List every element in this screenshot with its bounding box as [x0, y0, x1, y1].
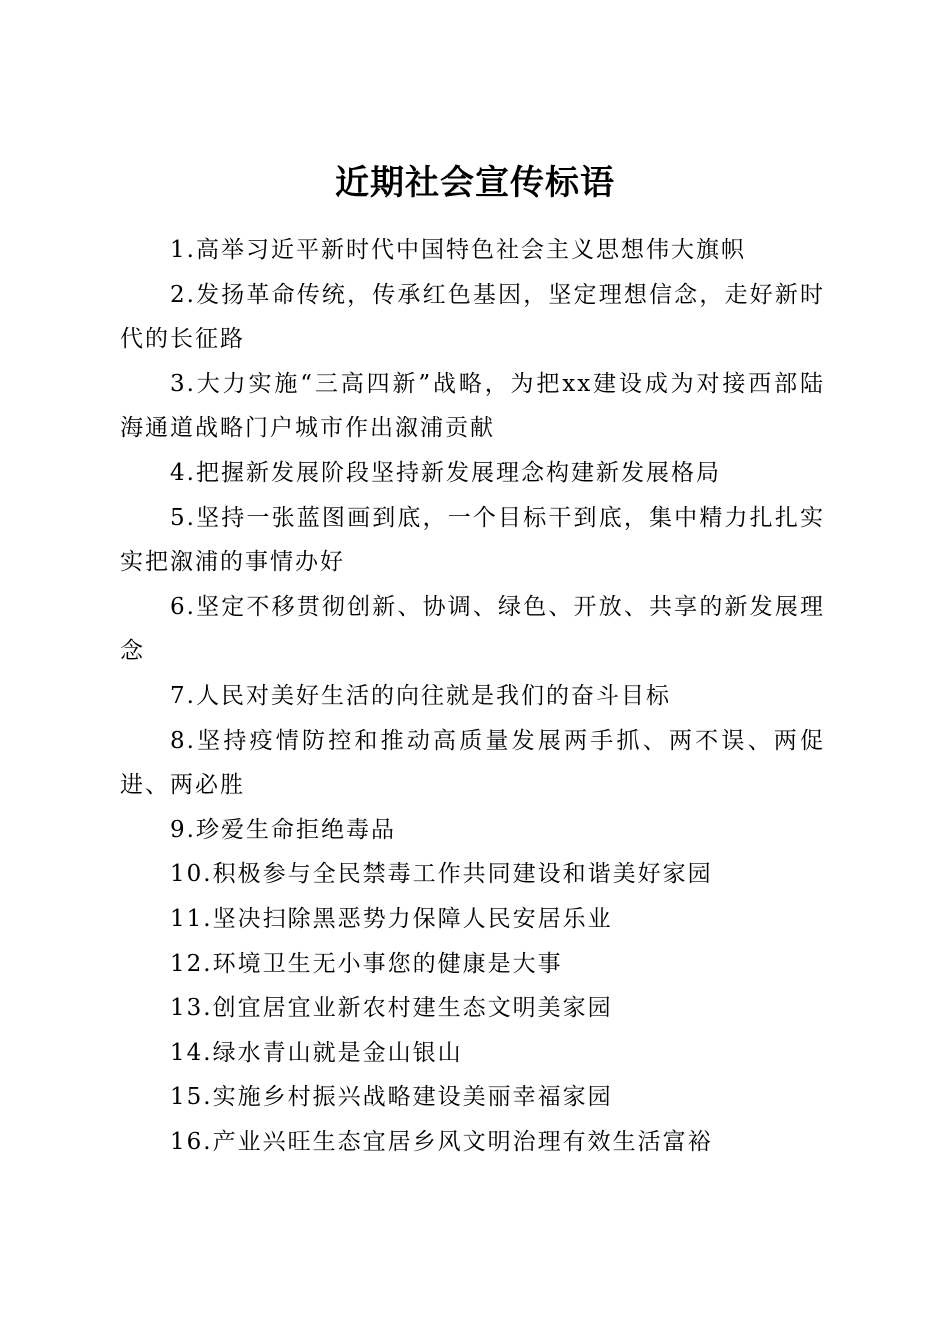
slogan-item-8: 8.坚持疫情防控和推动高质量发展两手抓、两不误、两促进、两必胜 [120, 727, 825, 799]
slogan-item-2: 2.发扬革命传统，传承红色基因，坚定理想信念，走好新时代的长征路 [120, 281, 825, 353]
slogan-item-14: 14.绿水青山就是金山银山 [170, 1039, 463, 1066]
slogan-item-13: 13.创宜居宜业新农村建生态文明美家园 [170, 995, 613, 1022]
slogan-item-11: 11.坚决扫除黑恶势力保障人民安居乐业 [170, 905, 613, 932]
slogan-item-7: 7.人民对美好生活的向往就是我们的奋斗目标 [170, 682, 671, 709]
slogan-item-4: 4.把握新发展阶段坚持新发展理念构建新发展格局 [170, 459, 721, 486]
slogan-item-3: 3.大力实施“三高四新”战略，为把xx建设成为对接西部陆海通道战略门户城市作出溆浦贡献 [120, 370, 825, 442]
slogan-item-1: 1.高举习近平新时代中国特色社会主义思想伟大旗帜 [170, 237, 746, 263]
slogan-item-5: 5.坚持一张蓝图画到底，一个目标干到底，集中精力扎扎实实把溆浦的事情办好 [120, 504, 825, 576]
slogan-item-6: 6.坚定不移贯彻创新、协调、绿色、开放、共享的新发展理念 [120, 593, 825, 665]
slogan-item-9: 9.珍爱生命拒绝毒品 [170, 816, 396, 843]
slogan-item-16: 16.产业兴旺生态宜居乡风文明治理有效生活富裕 [170, 1128, 713, 1155]
slogan-item-12: 12.环境卫生无小事您的健康是大事 [170, 950, 563, 977]
slogan-list [120, 228, 825, 1164]
slogan-item-10: 10.积极参与全民禁毒工作共同建设和谐美好家园 [170, 861, 713, 888]
page-title: 近期社会宣传标语 [335, 162, 615, 203]
slogan-item-15: 15.实施乡村振兴战略建设美丽幸福家园 [170, 1084, 613, 1111]
